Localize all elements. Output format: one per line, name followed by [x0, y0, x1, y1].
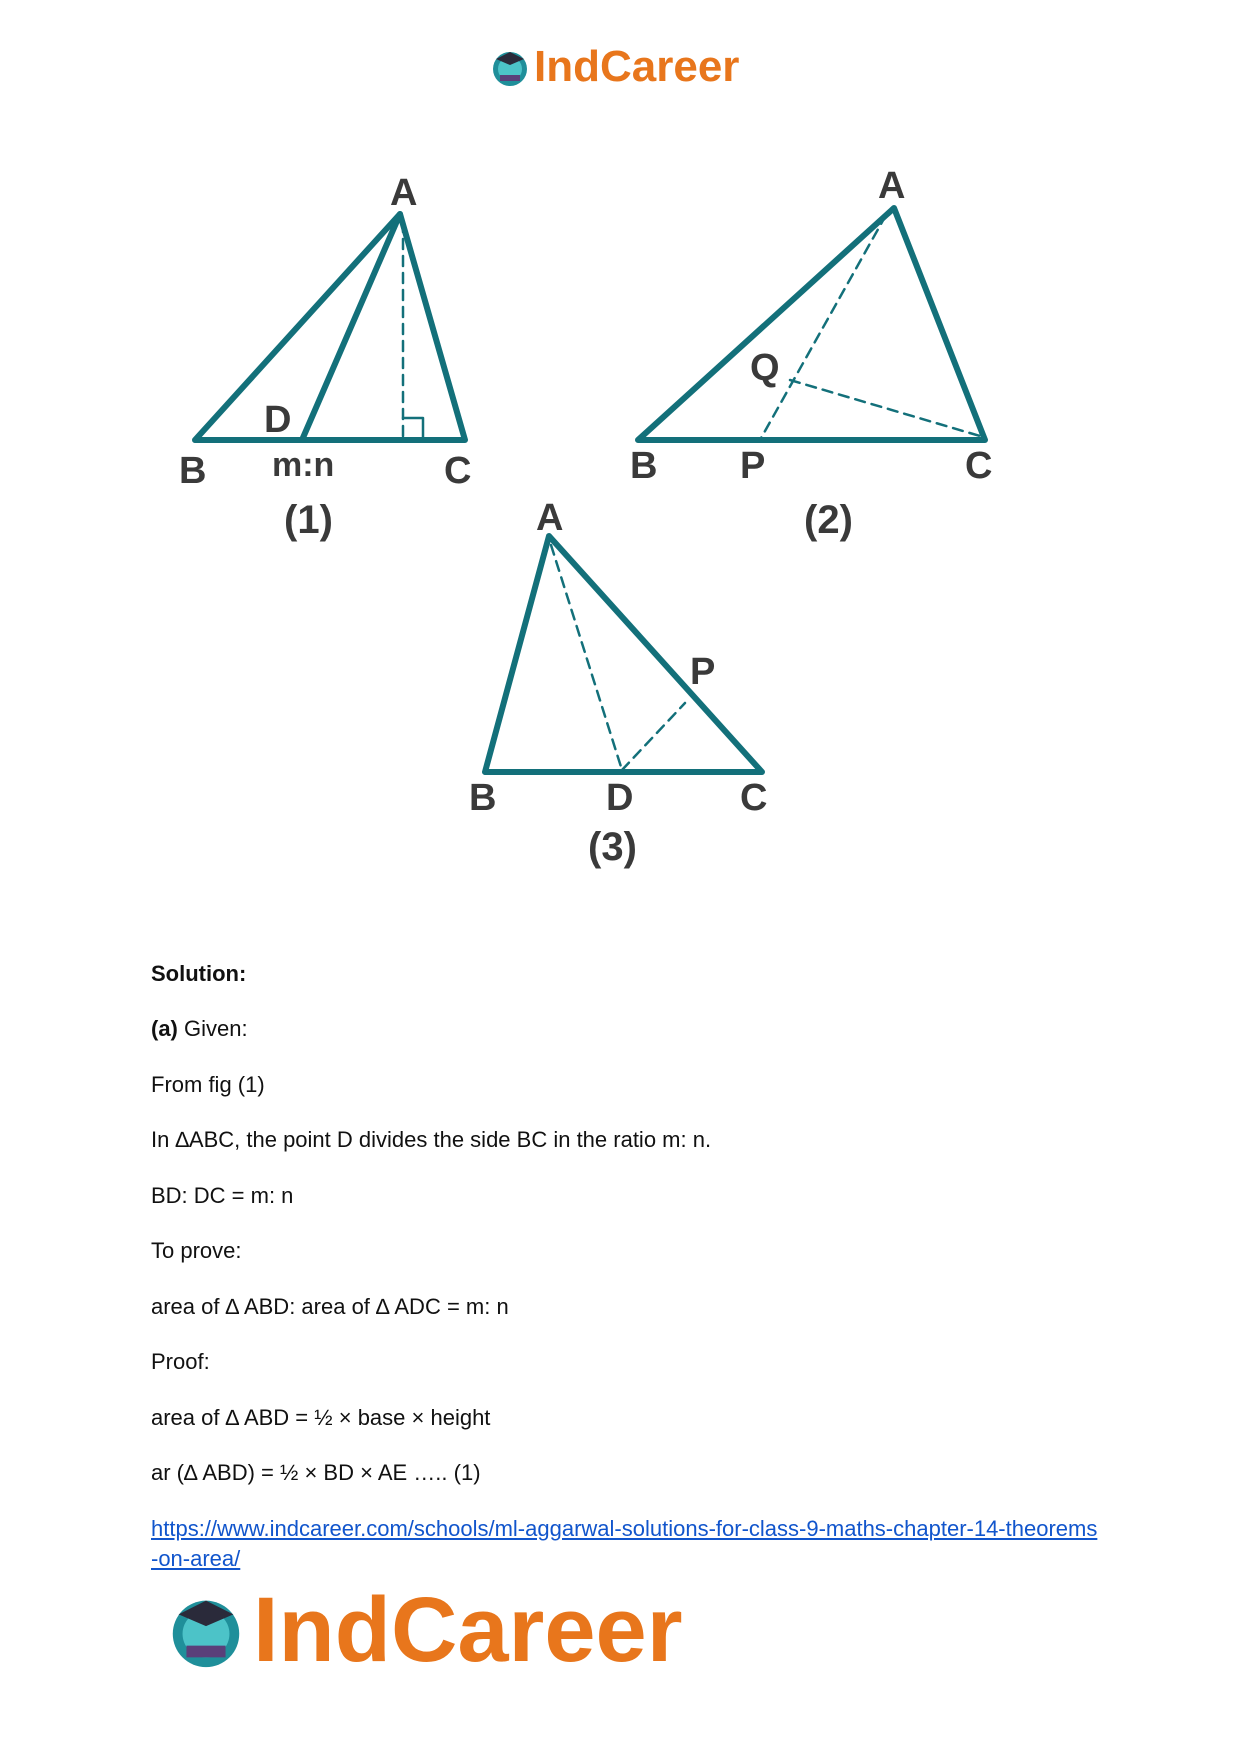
fig3-label-c: C — [740, 777, 768, 819]
solution-line: From fig (1) — [151, 1072, 265, 1097]
fig3-label-a: A — [536, 497, 564, 539]
given-label: Given: — [177, 1016, 248, 1041]
fig2-label-p: P — [740, 445, 766, 487]
fig1-label-a: A — [390, 172, 418, 214]
solution-line: BD: DC = m: n — [151, 1183, 294, 1208]
fig2-label-c: C — [965, 445, 993, 487]
solution-line: ar (∆ ABD) = ½ × BD × AE ….. (1) — [151, 1460, 481, 1485]
logo-globe-icon — [163, 1587, 249, 1673]
figure-3-triangle — [485, 536, 762, 772]
footer-logo-text: IndCareer — [253, 1579, 683, 1681]
fig1-label-d: D — [264, 399, 292, 441]
fig3-label-b: B — [469, 777, 497, 819]
solution-line: area of ∆ ABD = ½ × base × height — [151, 1405, 491, 1430]
solution-line: In ∆ABC, the point D divides the side BC in the ratio m: n. — [151, 1127, 712, 1152]
fig1-label-b: B — [179, 450, 207, 492]
figure-2-triangle — [638, 208, 985, 440]
fig3-label-d: D — [606, 777, 634, 819]
solution-line: To prove: — [151, 1238, 242, 1263]
fig1-label-c: C — [444, 450, 472, 492]
solution-heading: Solution: — [151, 961, 247, 986]
header-logo-text: IndCareer — [534, 42, 740, 91]
fig2-label-a: A — [878, 165, 906, 207]
solution-line: Proof: — [151, 1349, 210, 1374]
fig1-caption: (1) — [284, 498, 333, 542]
source-link[interactable]: https://www.indcareer.com/schools/ml-aggarwal-solutions-for-class-9-maths-chapter-14-theorems-on-area/ — [151, 1516, 1098, 1571]
fig3-caption: (3) — [588, 825, 637, 869]
solution-part-a — [151, 1015, 248, 1043]
fig2-label-b: B — [630, 445, 658, 487]
solution-line: area of ∆ ABD: area of ∆ ADC = m: n — [151, 1294, 509, 1319]
part-a-label: (a) — [151, 1016, 178, 1041]
fig2-label-q: Q — [750, 347, 780, 389]
fig3-label-p: P — [690, 651, 716, 693]
fig2-caption: (2) — [804, 498, 853, 542]
footer-logo — [163, 1580, 683, 1680]
figure-1-triangle — [195, 214, 465, 440]
fig1-ratio-label: m:n — [272, 446, 335, 484]
